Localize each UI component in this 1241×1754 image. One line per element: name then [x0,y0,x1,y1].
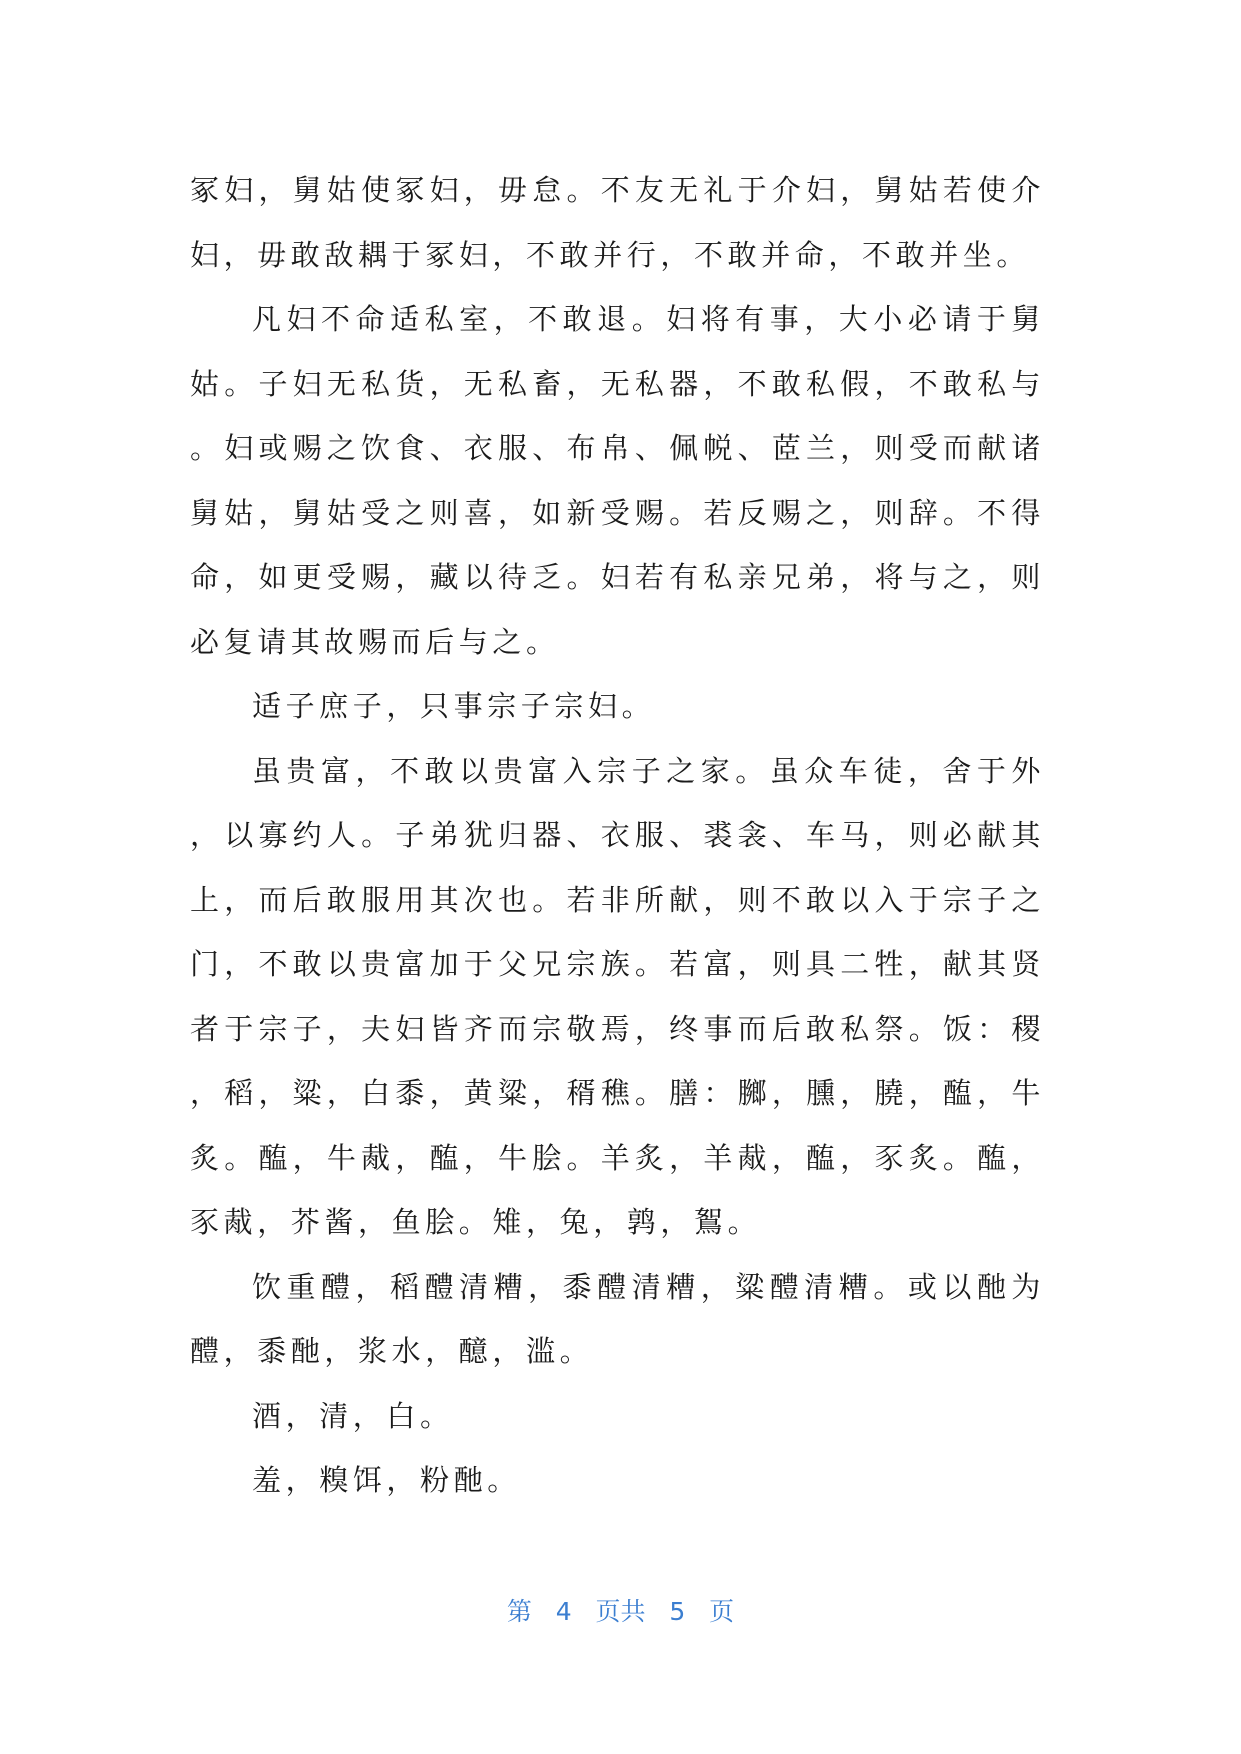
paragraph: 饮重醴，稻醴清糟，黍醴清糟，粱醴清糟。或以酏为醴，黍酏，浆水，醷，滥。 [190,1269,1045,1368]
paragraph: 羞，糗饵，粉酏。 [252,1463,521,1497]
footer-prefix: 第 [506,1597,532,1626]
paragraph: 适子庶子，只事宗子宗妇。 [252,689,656,723]
page-footer [0,1592,1241,1628]
current-page-number: 4 [555,1597,572,1626]
footer-suffix: 页 [709,1597,735,1626]
paragraph: 酒，清，白。 [252,1398,454,1433]
paragraph: 虽贵富，不敢以贵富入宗子之家。虽众车徒，舍于外，以寡约人。子弟犹归器、衣服、裘衾、车马，则必献其上，而后敢服用其次也。若非所献，则不敢以入于宗子之门，不敢以贵富加于父兄宗族。若富，则具二牲，献其贤者于宗子，夫妇皆齐而宗敬焉，终事而后敢私祭。饭：稷，稻，粱，白黍，黄粱，稰穛。膳：膷，臐，膮，醢，牛炙。醢，牛胾，醢，牛脍。羊炙，羊胾，醢，豕炙。醢，豕胾，芥酱，鱼脍。雉，兔，鹑，鴽。 [190,753,1045,1239]
document-body [190,158,1045,1513]
footer-middle: 页共 [595,1597,646,1626]
paragraph: 冢妇，舅姑使冢妇，毋怠。不友无礼于介妇，舅姑若使介妇，毋敢敌耦于冢妇，不敢并行，不敢并命，不敢并坐。 [190,173,1045,272]
total-pages-number: 5 [669,1597,686,1626]
paragraph: 凡妇不命适私室，不敢退。妇将有事，大小必请于舅姑。子妇无私货，无私畜，无私器，不敢私假，不敢私与。妇或赐之饮食、衣服、布帛、佩帨、茝兰，则受而献诸舅姑，舅姑受之则喜，如新受赐。若反赐之，则辞。不得命，如更受赐，藏以待乏。妇若有私亲兄弟，将与之，则必复请其故赐而后与之。 [190,302,1045,659]
